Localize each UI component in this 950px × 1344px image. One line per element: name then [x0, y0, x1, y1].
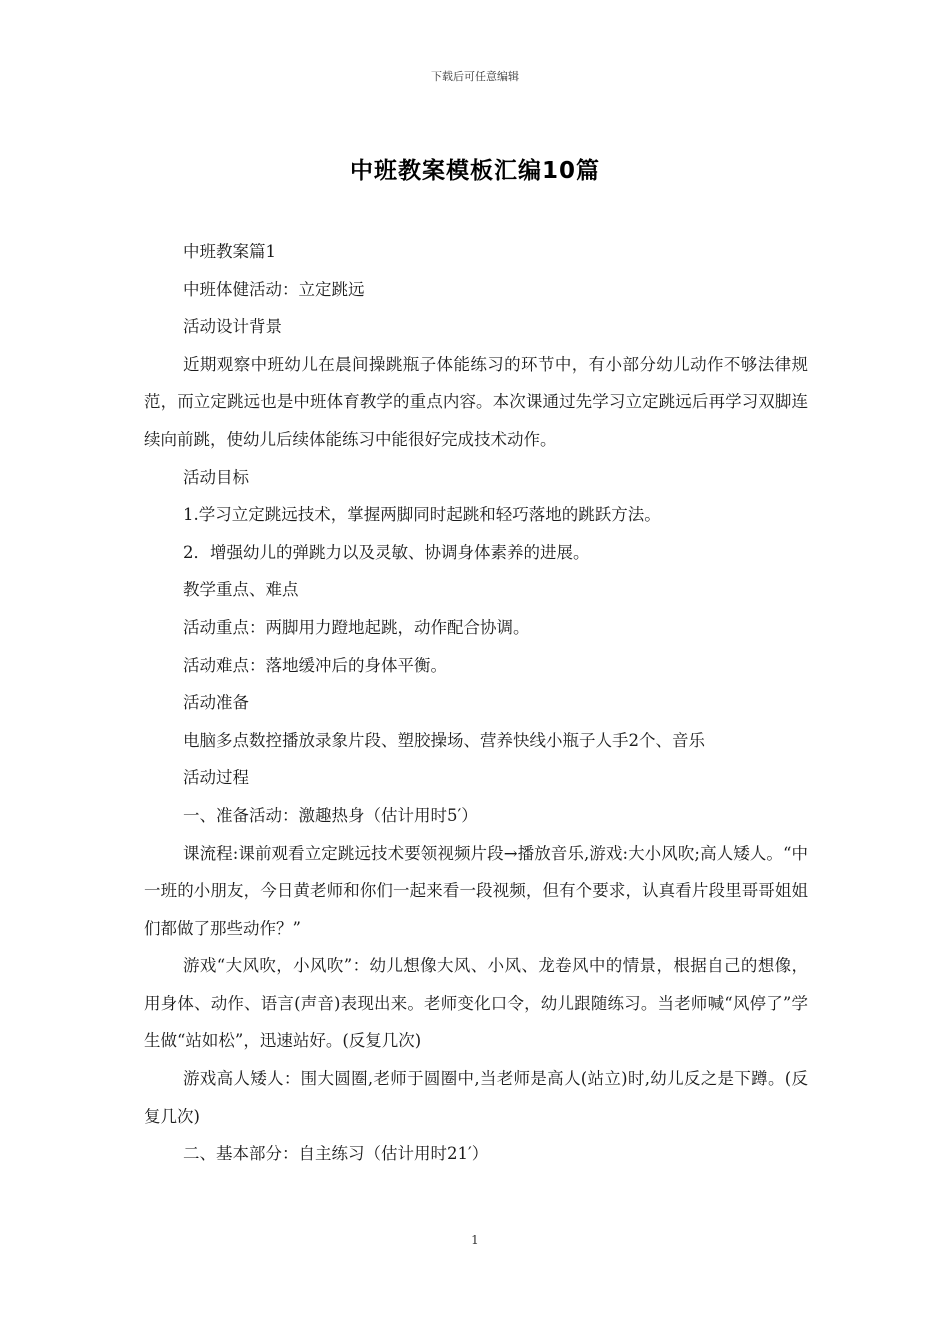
paragraph: 活动设计背景 — [183, 317, 282, 337]
paragraph: 活动重点：两脚用力蹬地起跳，动作配合协调。 — [183, 617, 530, 637]
paragraph: 电脑多点数控播放录象片段、塑胶操场、营养快线小瓶子人手2个、音乐 — [183, 730, 705, 750]
paragraph: 中班教案篇1 — [183, 242, 276, 261]
paragraph: 活动难点：落地缓冲后的身体平衡。 — [183, 655, 447, 675]
page-number: 1 — [471, 1233, 479, 1247]
paragraph: 二、基本部分：自主练习（估计用时21′） — [183, 1144, 489, 1164]
paragraph: 一、准备活动：激趣热身（估计用时5′） — [183, 805, 478, 825]
paragraph: 中班体健活动：立定跳远 — [183, 279, 365, 299]
paragraph: 课流程:课前观看立定跳远技术要领视频片段→播放音乐,游戏:大小风吹;高人矮人。“中一班的小朋友，今日黄老师和你们一起来看一段视频，但有个要求，认真看片段里哥哥姐姐们都做了那些动作？” — [144, 843, 808, 938]
paragraph: 1.学习立定跳远技术，掌握两脚同时起跳和轻巧落地的跳跃方法。 — [183, 505, 661, 525]
paragraph: 游戏高人矮人：围大圆圈,老师于圆圈中,当老师是高人(站立)时,幼儿反之是下蹲。(反复几次) — [144, 1069, 808, 1126]
paragraph: 游戏“大风吹，小风吹”：幼儿想像大风、小风、龙卷风中的情景，根据自己的想像，用身体、动作、语言(声音)表现出来。老师变化口令，幼儿跟随练习。当老师喊“风停了”学生做“站如松”，迅速站好。(反复几次) — [144, 956, 808, 1051]
paragraph: 活动准备 — [183, 693, 249, 713]
paragraph: 教学重点、难点 — [183, 580, 299, 600]
paragraph: 活动目标 — [183, 467, 249, 487]
page-header-note: 下载后可任意编辑 — [431, 70, 519, 83]
document-title: 中班教案模板汇编10篇 — [349, 158, 600, 184]
paragraph: 2．增强幼儿的弹跳力以及灵敏、协调身体素养的进展。 — [183, 542, 590, 562]
paragraph: 活动过程 — [183, 768, 249, 788]
paragraph: 近期观察中班幼儿在晨间操跳瓶子体能练习的环节中，有小部分幼儿动作不够法律规范，而立定跳远也是中班体育教学的重点内容。本次课通过先学习立定跳远后再学习双脚连续向前跳，使幼儿后续体能练习中能很好完成技术动作。 — [144, 354, 808, 449]
document-body — [144, 233, 808, 1173]
